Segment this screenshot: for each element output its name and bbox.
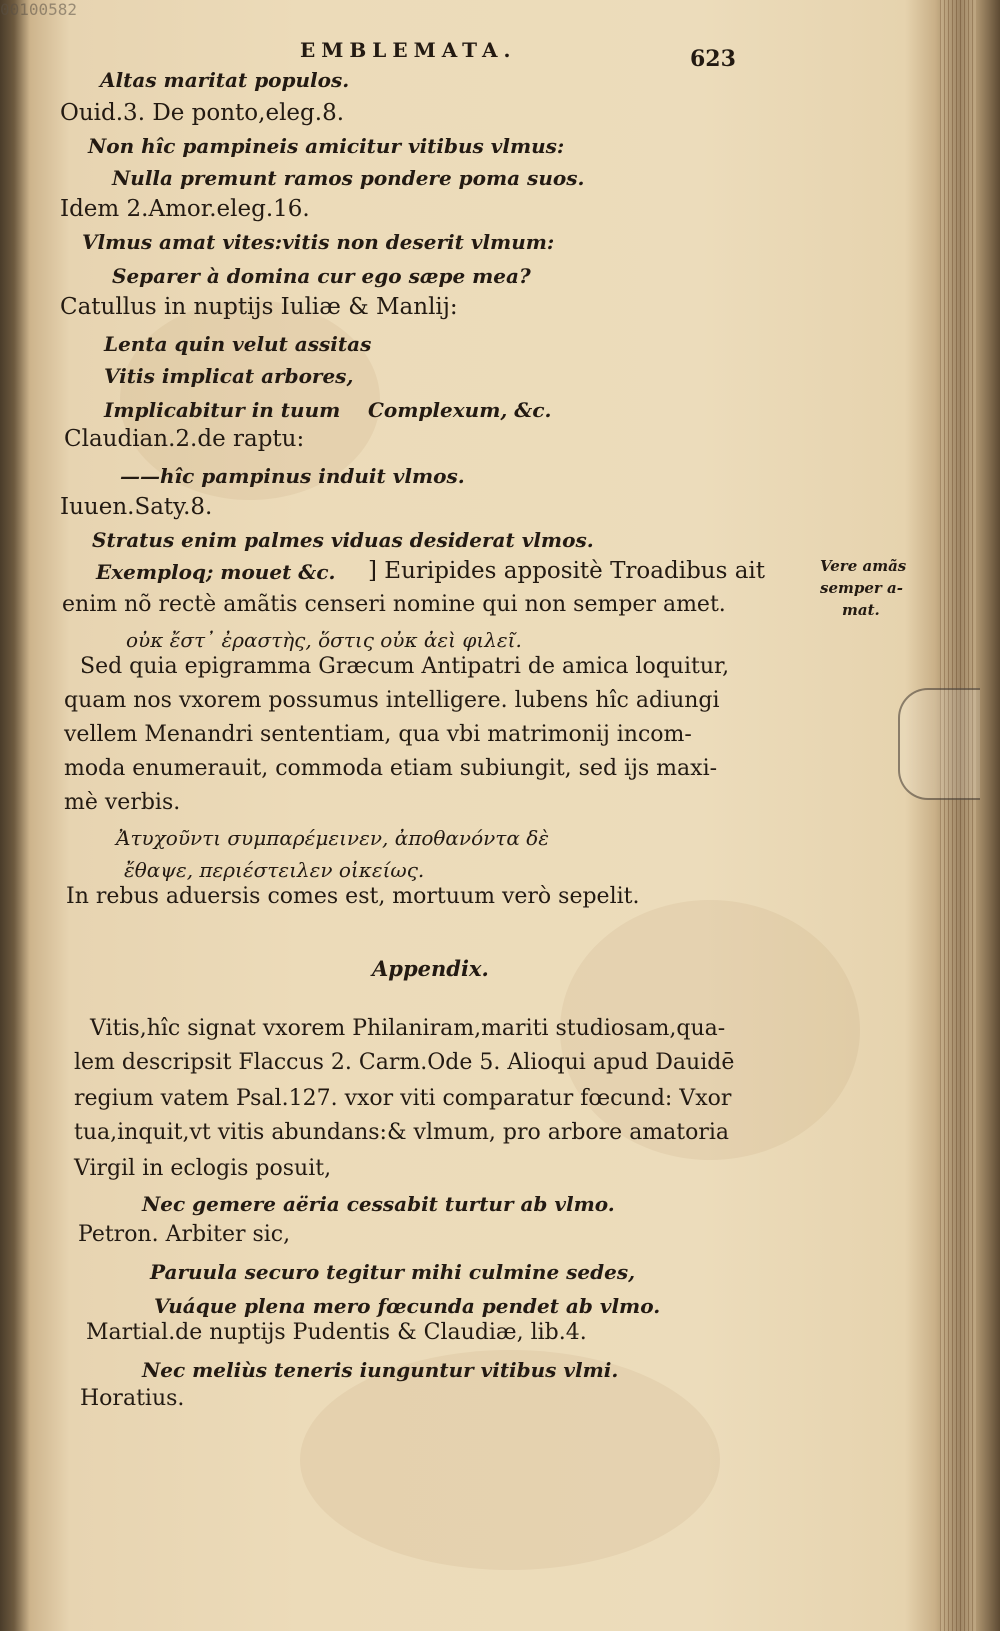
text-line: Stratus enim palmes viduas desiderat vlmos. — [92, 528, 594, 552]
marginal-note — [820, 556, 920, 621]
marginal-note-line: semper a- — [820, 578, 903, 597]
text-line: οὐκ ἔστ᾽ ἐραστὴς, ὅστις οὐκ ἀεὶ φιλεῖ. — [126, 628, 522, 652]
text-line: Lenta quin velut assitas — [104, 332, 372, 356]
text-line: tua,inquit,vt vitis abundans:& vlmum, pro arbore amatoria — [74, 1120, 730, 1145]
text-line: Sed quia epigramma Græcum Antipatri de amica loquitur, — [80, 654, 730, 679]
marginal-note-line: mat. — [842, 600, 880, 619]
text-line: vellem Menandri sententiam, qua vbi matrimonij incom- — [64, 722, 692, 747]
text-line: Non hîc pampineis amicitur vitibus vlmus: — [88, 134, 565, 158]
text-line: Nec gemere aëria cessabit turtur ab vlmo. — [142, 1192, 615, 1216]
text-line: Exemploq; mouet &c. — [96, 560, 336, 584]
text-line: Horatius. — [80, 1386, 185, 1411]
text-line: Altas maritat populos. — [100, 68, 350, 92]
text-line: Ouid.3. De ponto,eleg.8. — [60, 100, 345, 126]
text-line: Petron. Arbiter sic, — [78, 1222, 291, 1247]
text-line: Nulla premunt ramos pondere poma suos. — [112, 166, 585, 190]
scan-reference-number: 00100582 — [0, 0, 78, 19]
text-line: moda enumerauit, commoda etiam subiungit, sed ijs maxi- — [64, 756, 718, 781]
text-line: Martial.de nuptijs Pudentis & Claudiæ, lib.4. — [86, 1320, 587, 1345]
text-line: Claudian.2.de raptu: — [64, 426, 305, 452]
text-line: Idem 2.Amor.eleg.16. — [60, 196, 310, 222]
text-line: Vitis,hîc signat vxorem Philaniram,mariti studiosam,qua- — [90, 1016, 726, 1041]
text-line: ] Euripides appositè Troadibus ait — [368, 558, 766, 584]
text-line: ——hîc pampinus induit vlmos. — [120, 464, 465, 488]
text-line: ἔθαψε, περιέστειλεν οἰκείως. — [124, 858, 425, 882]
text-line: Complexum, &c. — [368, 398, 552, 422]
bookmark-clip — [898, 688, 980, 800]
text-line: Paruula securo tegitur mihi culmine sedes, — [150, 1260, 636, 1284]
text-line: Implicabitur in tuum — [104, 398, 341, 422]
section-heading: Appendix. — [372, 956, 489, 981]
text-line: Vlmus amat vites:vitis non deserit vlmum: — [82, 230, 555, 254]
page-number: 623 — [690, 46, 736, 72]
text-line: enim nõ rectè amãtis censeri nomine qui non semper amet. — [62, 592, 726, 617]
marginal-note-line: Vere amãs — [820, 557, 907, 575]
text-line: In rebus aduersis comes est, mortuum verò sepelit. — [66, 884, 640, 909]
text-line: Virgil in eclogis posuit, — [74, 1156, 332, 1181]
text-line: Vuáque plena mero fœcunda pendet ab vlmo. — [154, 1294, 661, 1318]
text-line: Catullus in nuptijs Iuliæ & Manlij: — [60, 294, 458, 320]
text-line: quam nos vxorem possumus intelligere. lubens hîc adiungi — [64, 688, 720, 713]
text-line: lem descripsit Flaccus 2. Carm.Ode 5. Alioqui apud Dauidē — [74, 1050, 735, 1075]
paper-stain — [300, 1350, 720, 1570]
text-line: Nec meliùs teneris iunguntur vitibus vlmi. — [142, 1358, 619, 1382]
text-line: Ἀτυχοῦντι συμπαρέμεινεν, ἀποθανόντα δὲ — [116, 826, 549, 850]
text-line: Separer à domina cur ego sæpe mea? — [112, 264, 531, 288]
facing-page-edge — [4, 140, 34, 1440]
page-edges — [940, 0, 976, 1631]
text-line: Iuuen.Saty.8. — [60, 494, 213, 520]
text-line: mè verbis. — [64, 790, 181, 815]
text-line: Vitis implicat arbores, — [104, 364, 354, 388]
text-line: regium vatem Psal.127. vxor viti comparatur fœcund: Vxor — [74, 1086, 732, 1111]
running-head: EMBLEMATA. — [300, 38, 517, 62]
